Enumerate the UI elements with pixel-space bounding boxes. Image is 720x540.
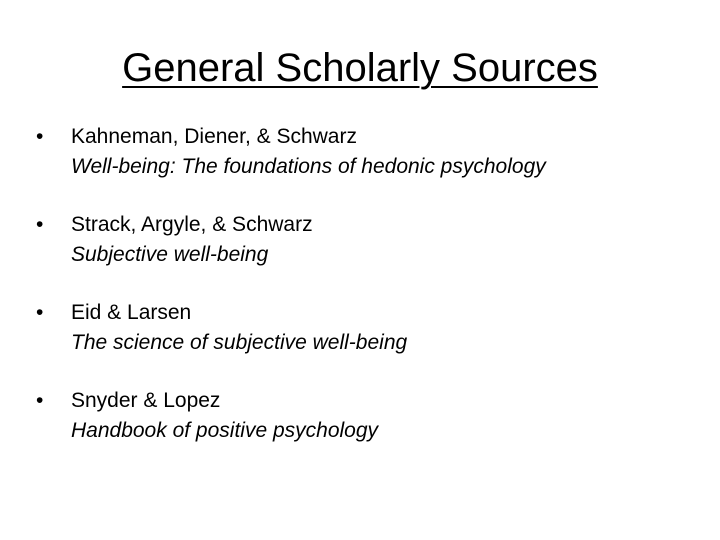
source-item [36,298,696,358]
source-authors: Snyder & Lopez [71,389,221,412]
source-title: Subjective well-being [71,243,269,266]
source-authors: Eid & Larsen [71,301,192,324]
source-title: The science of subjective well-being [71,331,408,354]
bullet-icon: • [36,213,44,236]
source-list [36,122,696,474]
source-item [36,122,696,182]
slide-title: General Scholarly Sources [122,46,598,90]
source-title: Handbook of positive psychology [71,419,379,442]
source-title: Well-being: The foundations of hedonic psychology [71,155,546,178]
bullet-icon: • [36,301,44,324]
source-item [36,210,696,270]
source-item [36,386,696,446]
source-authors: Strack, Argyle, & Schwarz [71,213,313,236]
source-authors: Kahneman, Diener, & Schwarz [71,125,357,148]
bullet-icon: • [36,125,44,148]
bullet-icon: • [36,389,44,412]
